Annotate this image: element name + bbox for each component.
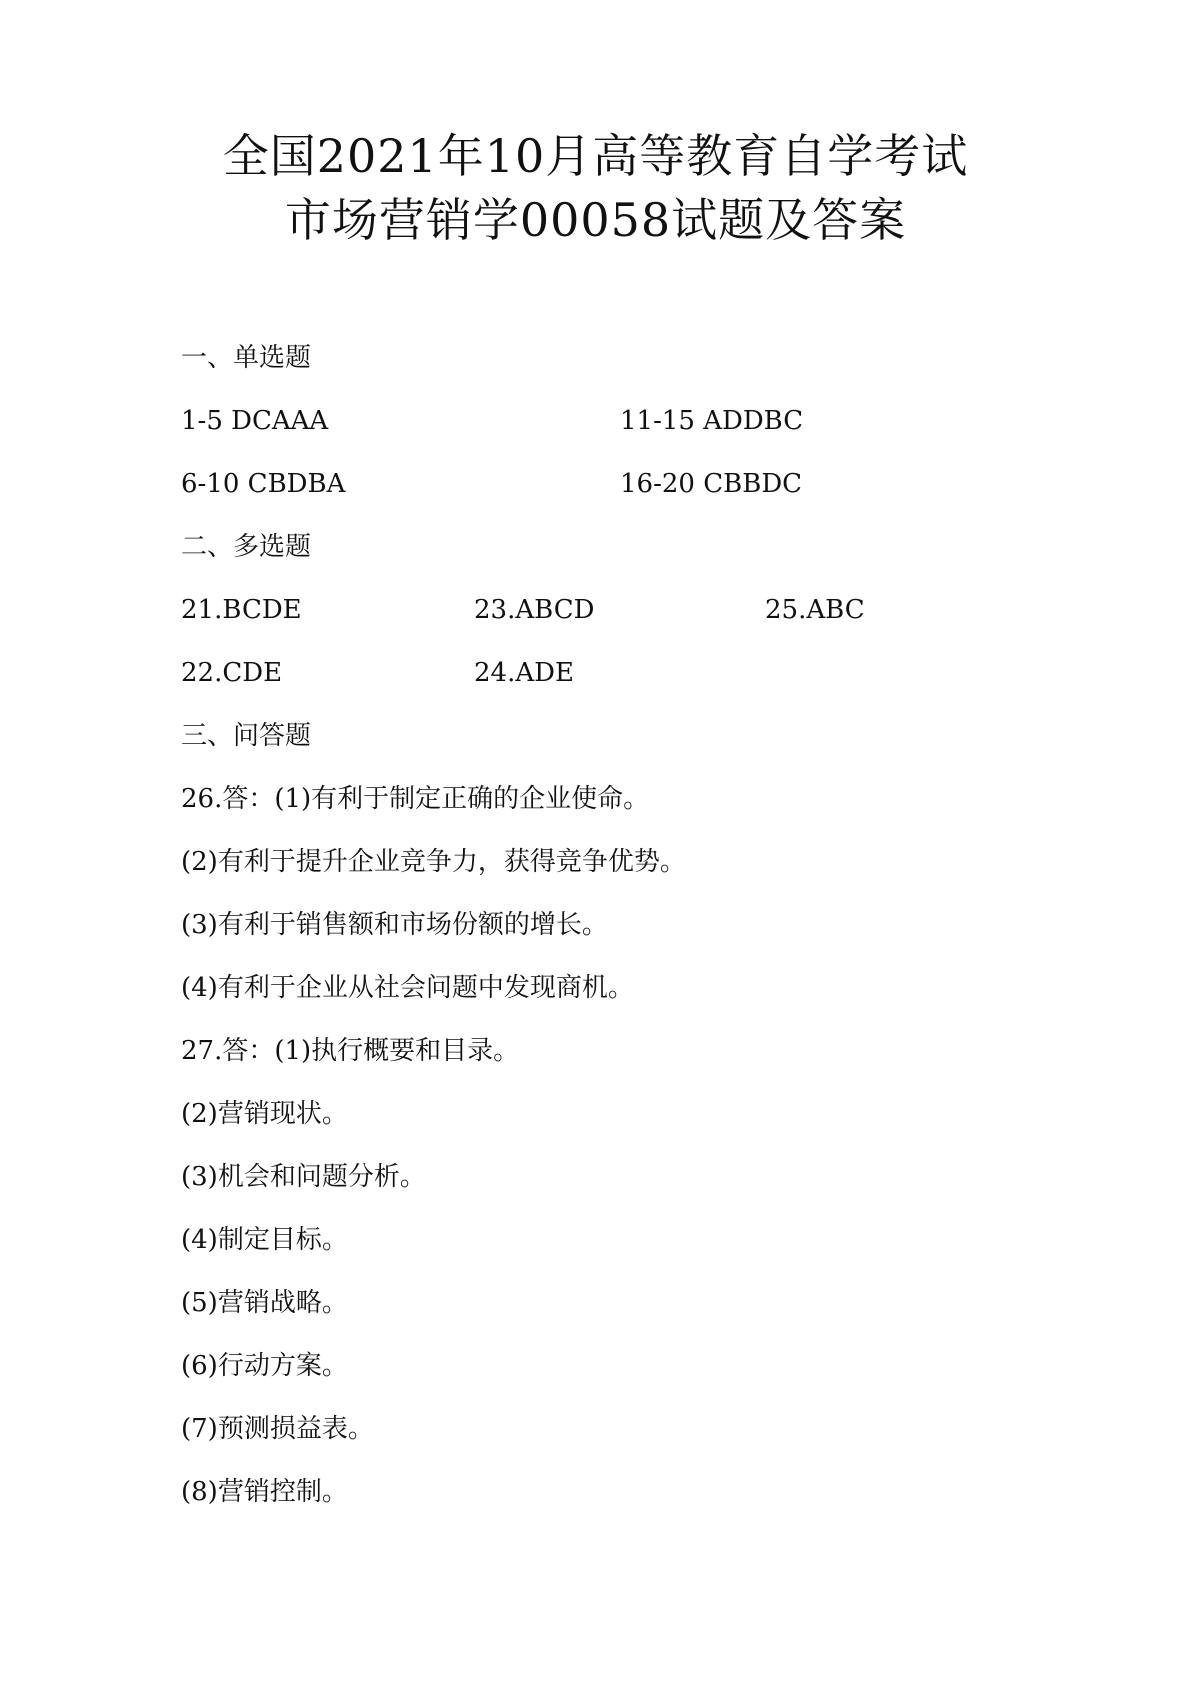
answer-23: 23.ABCD (474, 595, 595, 625)
q26-line-2: (2)有利于提升企业竞争力，获得竞争优势。 (181, 847, 686, 877)
answer-1-5: 1-5 DCAAA (181, 406, 329, 436)
q27-line-2: (2)营销现状。 (181, 1099, 348, 1129)
q27-line-1: 27.答：(1)执行概要和目录。 (181, 1036, 520, 1066)
q27-line-7: (7)预测损益表。 (181, 1414, 374, 1444)
answer-21: 21.BCDE (181, 595, 302, 625)
answer-22: 22.CDE (181, 658, 283, 688)
section-heading-multiple-choice: 二、多选题 (181, 532, 312, 562)
answer-24: 24.ADE (474, 658, 574, 688)
q26-line-4: (4)有利于企业从社会问题中发现商机。 (181, 973, 634, 1003)
answer-16-20: 16-20 CBBDC (620, 469, 803, 499)
document-title-line1: 全国2021年10月高等教育自学考试 (222, 129, 969, 183)
q27-line-3: (3)机会和问题分析。 (181, 1162, 426, 1192)
q26-line-1: 26.答：(1)有利于制定正确的企业使命。 (181, 784, 650, 814)
q26-line-3: (3)有利于销售额和市场份额的增长。 (181, 910, 608, 940)
answer-25: 25.ABC (765, 595, 865, 625)
answer-11-15: 11-15 ADDBC (620, 406, 804, 436)
q27-line-4: (4)制定目标。 (181, 1225, 348, 1255)
q27-line-8: (8)营销控制。 (181, 1477, 348, 1507)
document-title-line2: 市场营销学00058试题及答案 (284, 193, 907, 247)
section-heading-qa: 三、问答题 (181, 721, 312, 751)
q27-line-5: (5)营销战略。 (181, 1288, 348, 1318)
q27-line-6: (6)行动方案。 (181, 1351, 348, 1381)
section-heading-single-choice: 一、单选题 (181, 343, 312, 373)
answer-6-10: 6-10 CBDBA (181, 469, 346, 499)
